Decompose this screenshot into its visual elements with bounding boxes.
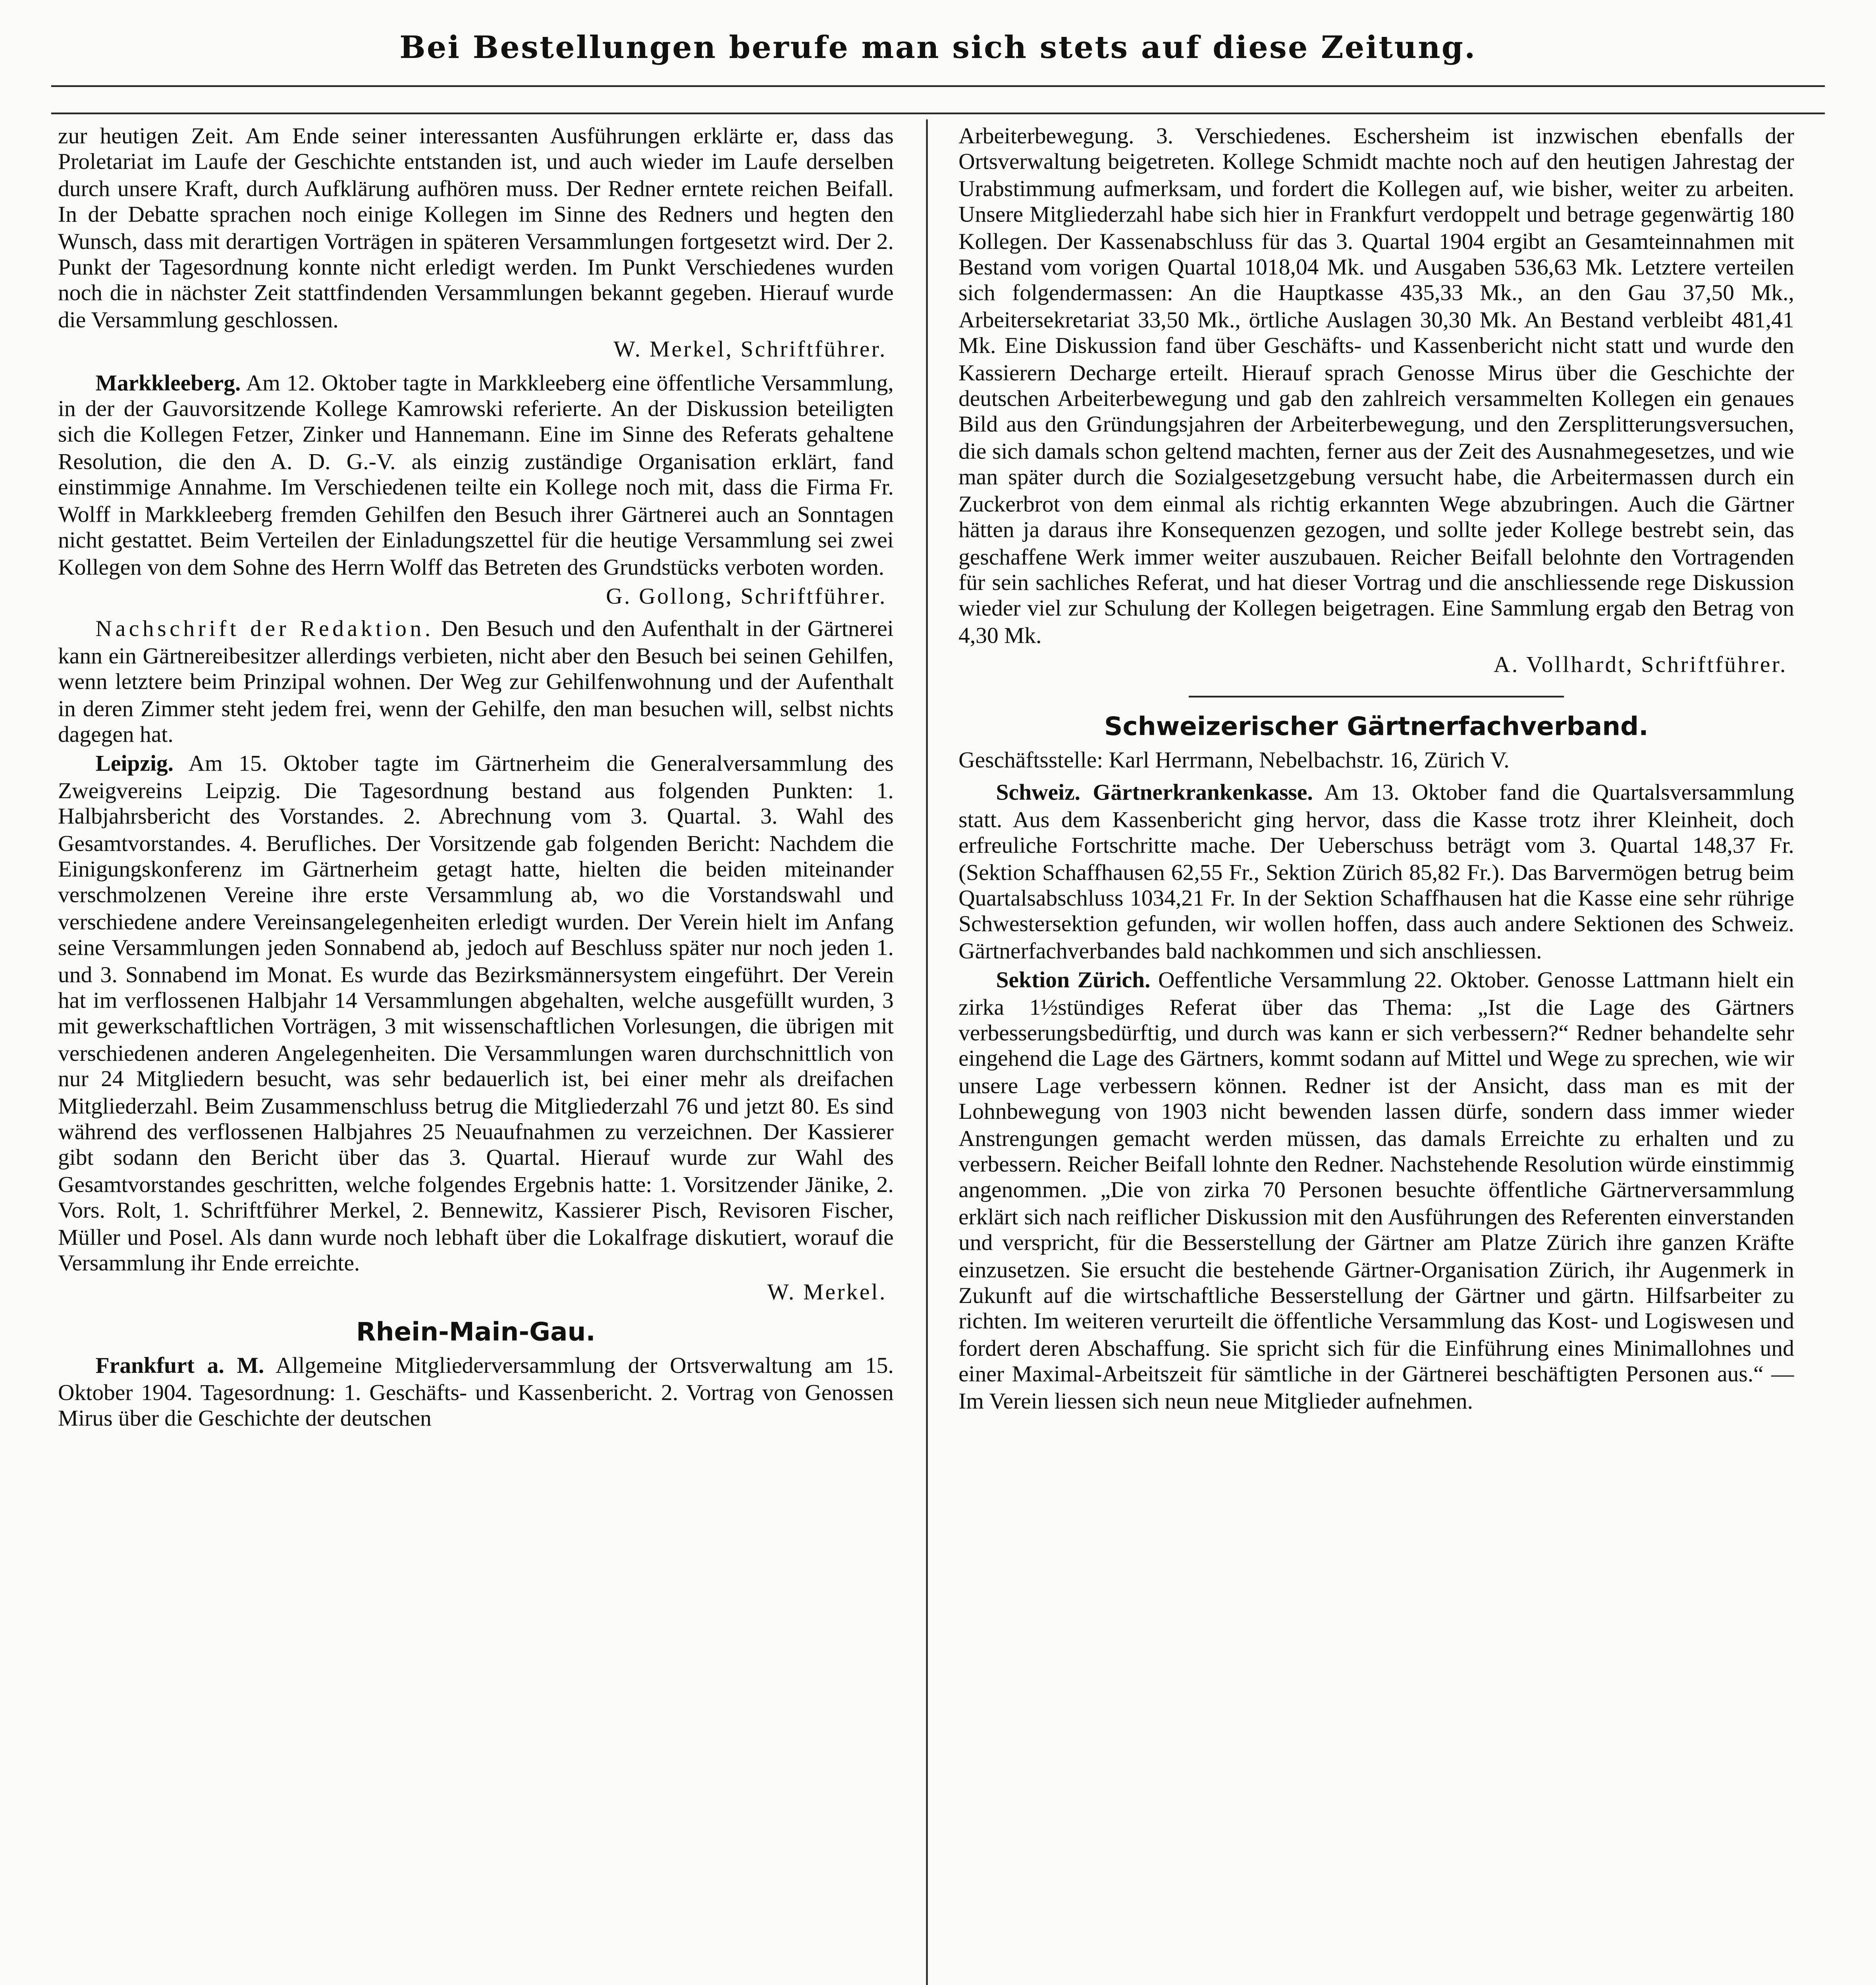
signature-gollong: G. Gollong, Schriftführer. [606,583,887,609]
place-heading: Markkleeberg. [95,369,241,395]
article-body: Am 15. Oktober tagte im Gärtnerheim die Generalversammlung des Zweigvereins Leipzig. Die Tagesordnung bestand aus folgenden Punkten: 1. Halbjahrsbericht des Vorstandes. 2. Abrechnung vom 3. Quartal. 3. Wahl des Gesamtvorstandes. 4. Berufliches. Der Vorsitzende gab folgenden Bericht: Nachdem die Einigungskonferenz im Gärtnerheim getagt hatte, hielten die beiden miteinander verschmolzenen Vereine ihre erste Versammlung ab, wo die Vorstandswahl und verschiedene andere Vereinsangelegenheiten erledigt wurden. Der Verein hielt im Anfang seine Versammlungen jeden Sonnabend ab, jedoch auf Beschluss später nur noch jeden 1. und 3. Sonnabend im Monat. Es wurde das Bezirksmännersystem eingeführt. Der Verein hat im verflossenen Halbjahr 14 Versammlungen abgehalten, welche ausgefüllt wurden, 3 mit gewerkschaftlichen Vorträgen, 3 mit wissenschaftlichen Vorlesungen, die übrigen mit verschiedenen anderen Angelegenheiten. Die Versammlungen waren durchschnittlich von nur 24 Mitgliedern besucht, was sehr bedauerlich ist, bei einer mehr als dreifachen Mitgliederzahl. Beim Zusammenschluss betrug die Mitgliederzahl 76 und jetzt 80. Es sind während des verflossenen Halbjahres 25 Neuaufnahmen zu verzeichnen. Der Kassierer gibt sodann den Bericht über das 3. Quartal. Hierauf wurde zur Wahl des Gesamtvorstandes geschritten, welche folgendes Ergebnis hatte: 1. Vorsitzender Jänike, 2. Vors. Rolt, 1. Schriftführer Merkel, 2. Bennewitz, Kassierer Pisch, Revisoren Fischer, Müller und Posel. Als dann wurde noch lebhaft über die Lokalfrage diskutiert, worauf die Versammlung ihr Ende erreichte. [58,751,894,1276]
place-heading: Frankfurt a. M. [95,1353,264,1378]
article-zuerich [958,967,1794,1414]
article-krankenkasse [958,780,1794,964]
article-leipzig [58,751,894,1276]
section-title-rhein-main: Rhein-Main-Gau. [356,1316,596,1347]
section-separator [1189,695,1564,697]
article-markkleeberg [58,370,894,580]
office-address: Geschäftsstelle: Karl Herrmann, Nebelbachstr. 16, Zürich V. [958,747,1510,773]
section-title-schweiz: Schweizerischer Gärtnerfachverband. [1104,710,1648,741]
place-heading: Sektion Zürich. [996,967,1151,993]
editorial-note [58,616,894,748]
article-body: Am 13. Oktober fand die Quartalsversammlung statt. Aus dem Kassenbericht ging hervor, dass die Kasse trotz ihrer Kleinheit, doch erfreuliche Fortschritte mache. Der Ueberschuss beträgt vom 3. Quartal 148,37 Fr. (Sektion Schaffhausen 62,55 Fr., Sektion Zürich 85,82 Fr.). Das Barvermögen betrug beim Quartalsabschluss 1034,21 Fr. In der Sektion Schaffhausen hat die Kasse eine sehr rührige Schwestersektion gefunden, wir wollen hoffen, dass auch andere Sektionen des Schweiz. Gärtnerfachverbandes bald nachkommen und sich anschliessen. [958,780,1794,964]
page-header: Bei Bestellungen berufe man sich stets auf diese Zeitung. [399,31,1477,67]
signature-vollhardt: A. Vollhardt, Schriftführer. [1494,651,1787,677]
article-body: Oeffentliche Versammlung 22. Oktober. Genosse Lattmann hielt ein zirka 1½stündiges Referat über das Thema: „Ist die Lage des Gärtners verbesserungsbedürftig, und durch was kann er sich verbessern?“ Redner behandelte sehr eingehend die Lage des Gärtners, kommt sodann auf Mittel und Wege zu sprechen, wie wir unsere Lage verbessern können. Redner ist der Ansicht, dass man es mit der Lohnbewegung von 1903 nicht bewenden lassen dürfe, sondern dass immer wieder Anstrengungen gemacht werden müssen, das damals Erreichte zu erhalten und zu verbessern. Reicher Beifall lohnte den Redner. Nachstehende Resolution würde einstimmig angenommen. „Die von zirka 70 Personen besuchte öffentliche Gärtnerversammlung erklärt sich nach reiflicher Diskussion mit den Ausführungen des Referenten einverstanden und verspricht, für die Besserstellung der Gärtner am Platze Zürich ihre ganzen Kräfte einzusetzen. Sie ersucht die bestehende Gärtner-Organisation Zürich, ihr Augenmerk in Zukunft auf die wirtschaftliche Besserstellung der Gärtner und gärtn. Hilfsarbeiter zu richten. Im weiteren verurteilt die öffentliche Versammlung das Kost- und Logiswesen und fordert deren Abschaffung. Sie spricht sich für die Einführung eines Minimallohnes und einer Maximal-Arbeitszeit für sämtliche in der Gärtnerei beschäftigten Personen aus.“ — Im Verein liessen sich neun neue Mitglieder aufnehmen. [958,967,1794,1413]
signature-merkel-2: W. Merkel. [767,1280,887,1306]
article-frankfurt [58,1353,894,1432]
article-frankfurt-cont: Arbeiterbewegung. 3. Verschiedenes. Eschersheim ist inzwischen ebenfalls der Ortsverwaltung beigetreten. Kollege Schmidt machte noch auf den heutigen Jahrestag der Urabstimmung aufmerksam, und fordert die Kollegen auf, wie bisher, weiter zu arbeiten. Unsere Mitgliederzahl habe sich hier in Frankfurt verdoppelt und betrage gegenwärtig 180 Kollegen. Der Kassenabschluss für das 3. Quartal 1904 ergibt an Gesamteinnahmen mit Bestand vom vorigen Quartal 1018,04 Mk. und Ausgaben 536,63 Mk. Letztere verteilen sich folgendermassen: An die Hauptkasse 435,33 Mk., an den Gau 37,50 Mk., Arbeitersekretariat 33,50 Mk., örtliche Auslagen 30,30 Mk. An Bestand verbleibt 481,41 Mk. Eine Diskussion fand über Geschäfts- und Kassenbericht nicht statt und wurde den Kassierern Decharge erteilt. Hierauf sprach Genosse Mirus über die Geschichte der deutschen Arbeiterbewegung und gab den zahlreich versammelten Kollegen ein genaues Bild aus den Gründungsjahren der Arbeiterbewegung, und den Zersplitterungsversuchen, die sich damals schon geltend machten, ferner aus der Zeit des Ausnahmegesetzes, und wie man später durch die Sozialgesetzgebung versucht habe, die Arbeitermassen durch ein Zuckerbrot von dem einmal als richtig erkannten Wege abzubringen. Auch die Gärtner hätten ja daraus ihre Konsequenzen gezogen, und sollte jeder Kollege bestrebt sein, das geschaffene Werk immer weiter auszubauen. Reicher Beifall belohnte den Vortragenden für sein sachliches Referat, und hat dieser Vortrag und die anschliessende rege Diskussion wieder viel zur Schulung der Kollegen beigetragen. Eine Sammlung ergab den Betrag von 4,30 Mk. [958,123,1794,648]
header-rule [51,85,1825,87]
place-heading: Leipzig. [95,751,174,777]
article-body: Am 12. Oktober tagte in Markkleeberg eine öffentliche Versammlung, in der der Gauvorsitzende Kollege Kamrowski referierte. An der Diskussion beteiligten sich die Kollegen Fetzer, Zinker und Hannemann. Eine im Sinne des Referats gehaltene Resolution, die den A. D. G.-V. als einzig zuständige Organisation erklärt, fand einstimmige Annahme. Im Verschiedenen teilte ein Kollege noch mit, dass die Firma Fr. Wolff in Markkleeberg fremden Gehilfen den Besuch ihrer Gärtnerei auch an Sonntagen nicht gestattet. Beim Verteilen der Einladungszettel für die heutige Versammlung sei zwei Kollegen von dem Sohne des Herrn Wolff das Betreten des Grundstücks verboten worden. [58,369,894,579]
note-heading: Nachschrift der Redaktion. [95,616,434,642]
left-column [58,123,894,1985]
article-body: Allgemeine Mitgliederversammlung der Ortsverwaltung am 15. Oktober 1904. Tagesordnung: 1. Geschäfts- und Kassenbericht. 2. Vortrag von Genossen Mirus über die Geschichte der deutschen [58,1353,894,1431]
article-leipzig-cont: zur heutigen Zeit. Am Ende seiner interessanten Ausführungen erklärte er, dass das Proletariat im Laufe der Geschichte entstanden ist, und auch wieder im Laufe derselben durch unsere Kraft, durch Aufklärung aufhören muss. Der Redner erntete reichen Beifall. In der Debatte sprachen noch einige Kollegen im Sinne des Redners und hegten den Wunsch, dass mit derartigen Vorträgen in späteren Versammlungen fortgesetzt wird. Der 2. Punkt der Tagesordnung konnte nicht erledigt werden. Im Punkt Verschiedenes wurden noch die in nächster Zeit stattfindenden Versammlungen bekannt gegeben. Hierauf wurde die Versammlung geschlossen. [58,123,894,332]
right-column [958,123,1794,1985]
column-divider [926,119,927,1985]
place-heading: Schweiz. Gärtnerkrankenkasse. [996,780,1313,806]
header-rule-lower [51,113,1825,114]
note-body: Den Besuch und den Aufenthalt in der Gärtnerei kann ein Gärtnereibesitzer allerdings verbieten, nicht aber den Besuch bei seinen Gehilfen, wenn letztere beim Prinzipal wohnen. Der Weg zur Gehilfenwohnung und der Aufenthalt in deren Zimmer steht jedem frei, wenn der Gehilfe, den man besuchen will, selbst nichts dagegen hat. [58,616,894,747]
signature-merkel: W. Merkel, Schriftführer. [613,336,887,362]
